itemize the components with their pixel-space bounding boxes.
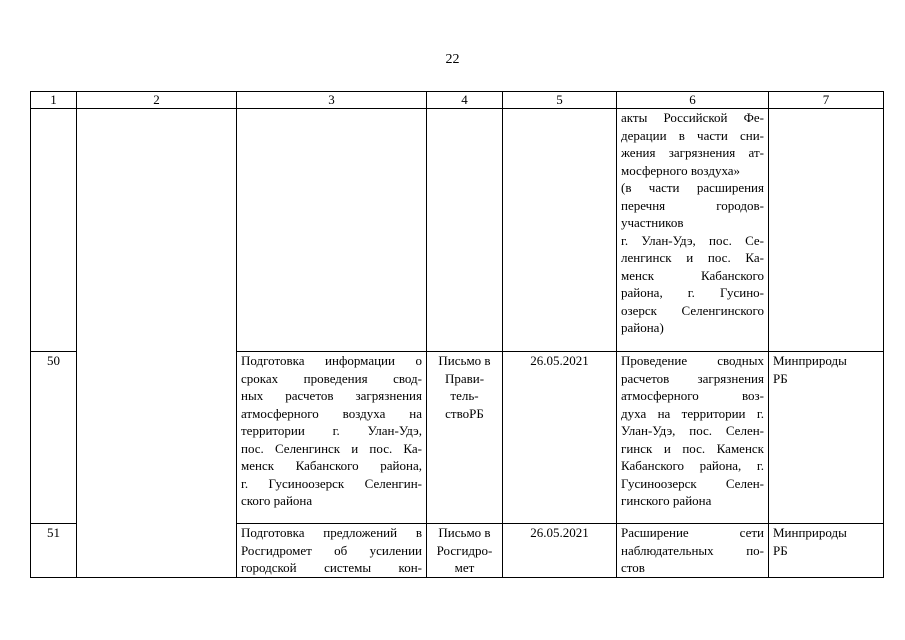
- text-line: атмосферного воздуха на: [241, 405, 422, 421]
- row-number: 50: [31, 352, 77, 524]
- header-col-1: 1: [31, 92, 77, 109]
- text-line: ского района: [241, 493, 313, 508]
- text-line: тель-: [450, 388, 479, 403]
- cell-responsible: [769, 352, 884, 524]
- cell-result: [617, 352, 769, 524]
- continuation-row: [31, 109, 884, 352]
- text-line: РБ: [773, 370, 788, 386]
- cell-col5: [503, 109, 617, 352]
- cell-description: [237, 352, 427, 524]
- text-line: Прави-: [444, 370, 485, 386]
- text-line: наблюдательных по-: [621, 542, 764, 558]
- text-line: территории г. Улан-Удэ,: [241, 423, 422, 438]
- cell-col2: [77, 109, 237, 578]
- text-line: гинск и пос. Каменск: [621, 440, 764, 456]
- text-line: Проведение сводных: [621, 353, 764, 368]
- cell-col6: [617, 109, 769, 352]
- text-line: РБ: [773, 542, 788, 558]
- text-line: г. Гусиноозерск Селенгин-: [241, 475, 422, 491]
- cell-num: [31, 109, 77, 352]
- text-line: атмосферного воз-: [621, 388, 764, 403]
- text-line: Минприроды: [773, 353, 847, 368]
- row-number: 51: [31, 524, 77, 578]
- text-line: (в части расширения: [621, 180, 764, 195]
- text-line: озерск Селенгинского: [621, 302, 764, 318]
- text-line: Кабанского района, г.: [621, 458, 764, 473]
- text-line: Расширение сети: [621, 525, 764, 540]
- text-line: акты Российской Фе-: [621, 110, 764, 125]
- text-line: Росгидро-: [436, 542, 493, 558]
- cell-col3: [237, 109, 427, 352]
- text-line: менск Кабанского: [621, 267, 764, 283]
- text-line: ствоРБ: [445, 405, 484, 421]
- text-line: Подготовка информации о: [241, 353, 422, 368]
- header-row: [31, 92, 884, 109]
- text-line: перечня городов-: [621, 197, 764, 213]
- text-line: городской системы кон-: [241, 560, 422, 575]
- text-line: менск Кабанского района,: [241, 458, 422, 473]
- header-col-6: 6: [617, 92, 769, 109]
- cell-date: 26.05.2021: [503, 524, 617, 578]
- page-number: 22: [445, 52, 460, 67]
- cell-result: [617, 524, 769, 578]
- text-line: района, г. Гусино-: [621, 285, 764, 300]
- cell-responsible: [769, 524, 884, 578]
- text-line: мет: [454, 560, 475, 575]
- text-line: Минприроды: [773, 525, 847, 540]
- header-col-7: 7: [769, 92, 884, 109]
- cell-date: 26.05.2021: [503, 352, 617, 524]
- cell-description: [237, 524, 427, 578]
- text-line: района): [621, 320, 664, 335]
- text-line: Подготовка предложений в: [241, 525, 422, 540]
- text-line: ленгинск и пос. Ка-: [621, 250, 764, 265]
- text-line: г. Улан-Удэ, пос. Се-: [621, 232, 764, 248]
- text-line: ных расчетов загрязнения: [241, 388, 422, 403]
- text-line: Улан-Удэ, пос. Селен-: [621, 423, 764, 438]
- header-col-5: 5: [503, 92, 617, 109]
- text-line: Письмо в: [438, 353, 491, 368]
- text-line: расчетов загрязнения: [621, 370, 764, 386]
- text-line: стов: [621, 560, 645, 575]
- text-line: Росгидромет об усилении: [241, 542, 422, 558]
- text-line: гинского района: [621, 493, 712, 508]
- text-line: Гусиноозерск Селен-: [621, 475, 764, 491]
- text-line: пос. Селенгинск и пос. Ка-: [241, 440, 422, 456]
- text-line: духа на территории г.: [621, 405, 764, 421]
- document-table: [30, 91, 884, 578]
- cell-col4: [427, 109, 503, 352]
- text-line: дерации в части сни-: [621, 127, 764, 143]
- text-line: сроках проведения свод-: [241, 370, 422, 386]
- cell-document-type: [427, 524, 503, 578]
- header-col-4: 4: [427, 92, 503, 109]
- header-col-2: 2: [77, 92, 237, 109]
- text-line: мосферного воздуха»: [621, 162, 741, 178]
- cell-document-type: [427, 352, 503, 524]
- text-line: жения загрязнения ат-: [621, 145, 764, 160]
- cell-col7: [769, 109, 884, 352]
- text-line: Письмо в: [438, 525, 491, 540]
- header-col-3: 3: [237, 92, 427, 109]
- text-line: участников: [621, 215, 684, 230]
